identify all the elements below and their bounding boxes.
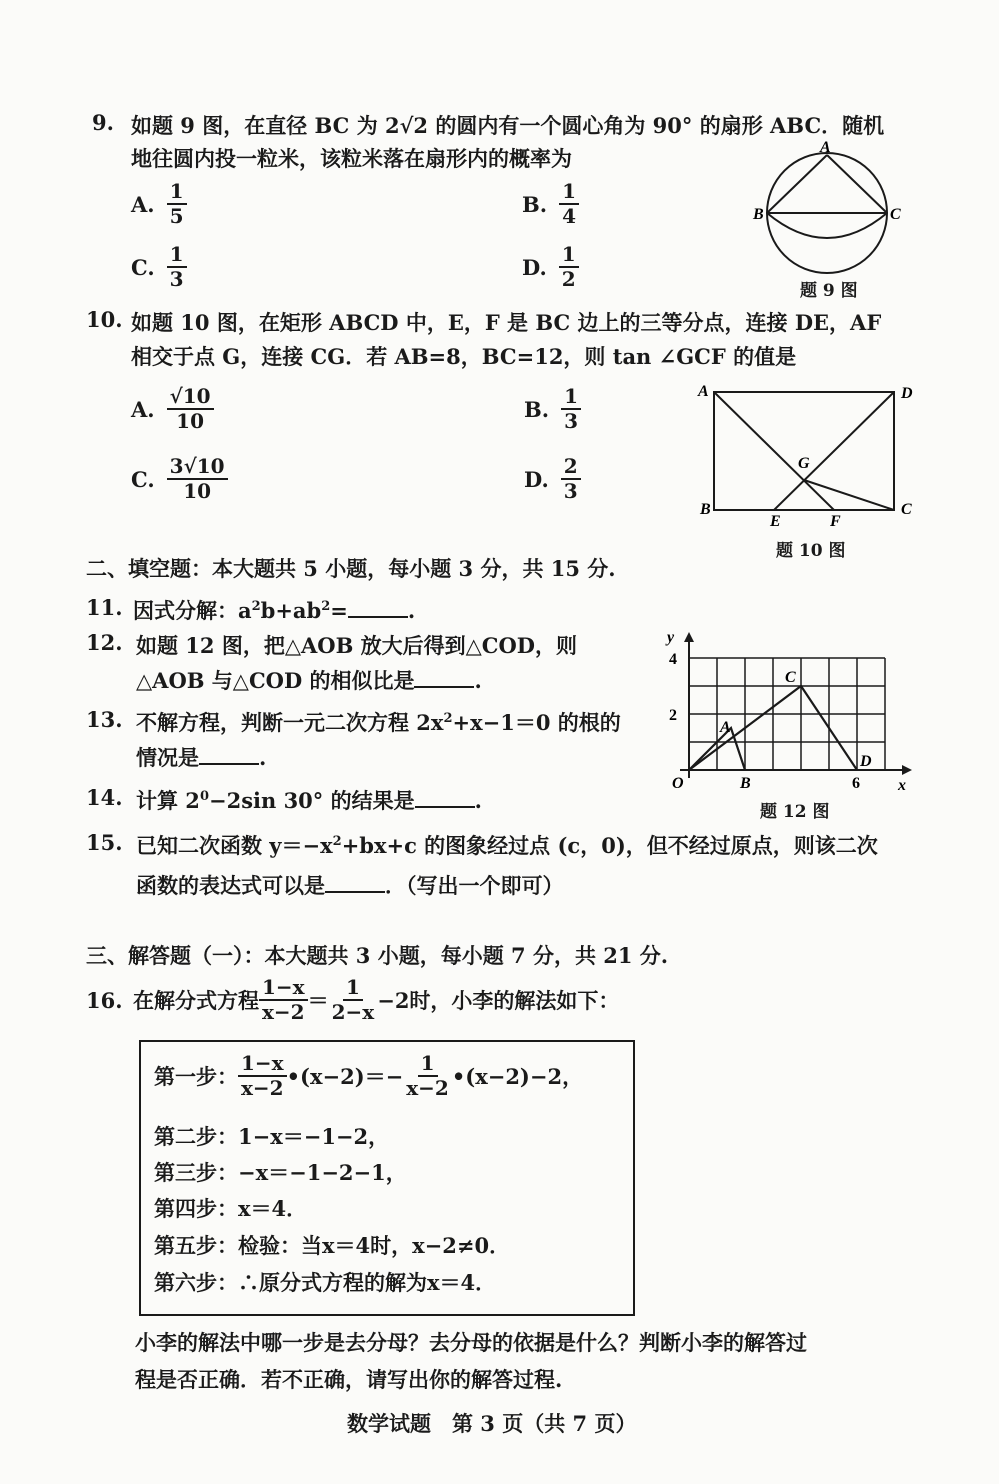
- fig12-label-d: D: [860, 753, 872, 770]
- option-label: A.: [131, 396, 155, 422]
- q13-end: .: [259, 745, 267, 770]
- q16-intro: [133, 976, 619, 1024]
- fig9-sector-arc: [767, 213, 887, 238]
- q11-number: 11.: [86, 595, 123, 620]
- step1-label: 第一步：: [154, 1064, 238, 1089]
- q11-text-b: b+ab: [260, 598, 322, 623]
- q13-line1: [136, 707, 621, 737]
- option-label: A.: [131, 191, 155, 217]
- q11-end: .: [407, 598, 416, 623]
- q9-option-a: [131, 180, 187, 228]
- step1-middle: •(x−2)＝−: [286, 1064, 404, 1089]
- option-label: B.: [524, 396, 550, 422]
- fraction: [167, 180, 187, 228]
- q9-option-d: [522, 243, 579, 291]
- q10-line1: 如题 10 图，在矩形 ABCD 中，E，F 是 BC 边上的三等分点，连接 DE，AF: [131, 310, 882, 335]
- q10-option-d: [524, 455, 581, 503]
- numerator: 1−x: [259, 976, 308, 1001]
- fig10-line-af: [714, 392, 834, 510]
- option-label: B.: [522, 191, 548, 217]
- q15-line2-text: 函数的表达式可以是: [136, 873, 325, 898]
- q14-number: 14.: [86, 785, 123, 810]
- q9-option-b: [522, 180, 579, 228]
- section-3-heading: 三、解答题（一）：本大题共 3 小题，每小题 7 分，共 21 分.: [86, 943, 669, 968]
- q16-intro-a: 在解分式方程: [133, 988, 259, 1013]
- q10-option-b: [524, 385, 581, 433]
- solution-step-5: 第五步：检验：当x＝4时，x−2≠0．: [154, 1233, 511, 1258]
- fig12-x-arrow: [902, 765, 912, 775]
- numerator: 2: [561, 455, 581, 480]
- fig12-label-c: C: [785, 669, 796, 686]
- fig9-segment-ab: [767, 155, 827, 213]
- q13-line1b: +x−1＝0 的根的: [452, 710, 621, 735]
- step1-fraction-1: [238, 1052, 287, 1100]
- numerator: 3√10: [167, 455, 228, 480]
- q13-line2: [136, 742, 266, 772]
- figure-9-caption: 题 9 图: [800, 281, 858, 301]
- denominator: 4: [562, 204, 576, 228]
- fraction: [561, 385, 581, 433]
- q16-question-line1: 小李的解法中哪一步是去分母？去分母的依据是什么？判断小李的解答过: [135, 1330, 807, 1355]
- fig10-label-e: E: [770, 513, 781, 528]
- q10-option-c: [131, 455, 228, 503]
- fig10-label-g: G: [798, 455, 810, 472]
- denominator: 5: [169, 204, 184, 228]
- fraction: [167, 385, 214, 433]
- denominator: x−2: [241, 1076, 284, 1100]
- q13-exp: 2: [443, 711, 453, 726]
- q15-line1: [136, 830, 878, 860]
- fig12-label-a: A: [720, 719, 731, 736]
- q9-line2: 地往圆内投一粒米，该粒米落在扇形内的概率为: [131, 146, 572, 171]
- q11-text-c: =: [330, 598, 348, 623]
- q14-text-b: −2sin 30° 的结果是: [208, 788, 415, 813]
- figure-10: [690, 378, 930, 528]
- q12-line2-text: △AOB 与△COD 的相似比是: [136, 668, 415, 693]
- q11-text-a: 因式分解：a: [133, 598, 252, 623]
- figure-12: [660, 628, 920, 823]
- denominator: 3: [563, 479, 578, 503]
- q9-line1: 如题 9 图，在直径 BC 为 2√2 的圆内有一个圆心角为 90° 的扇形 ABC．随机: [131, 113, 885, 138]
- option-label: C.: [131, 466, 155, 492]
- q10-option-a: [131, 385, 214, 433]
- q14-text-a: 计算 2: [136, 788, 200, 813]
- fig12-y-arrow: [684, 632, 694, 642]
- figure-10-caption: 题 10 图: [776, 541, 846, 561]
- fraction: [167, 455, 228, 503]
- fig12-y-label: y: [667, 629, 675, 646]
- fraction: [561, 455, 581, 503]
- q12-line2: [136, 665, 482, 695]
- fig10-label-c: C: [901, 501, 912, 518]
- fig10-rectangle: [714, 392, 894, 510]
- fig10-label-f: F: [830, 513, 841, 528]
- fig12-label-b: B: [740, 775, 751, 792]
- numerator: 1: [561, 385, 581, 410]
- q11-exp-1: 2: [251, 599, 261, 614]
- denominator: 3: [564, 409, 578, 433]
- denominator: x−2: [262, 1000, 305, 1024]
- q16-fraction-2: [329, 976, 378, 1024]
- fraction: [559, 180, 579, 228]
- q14-answer-blank[interactable]: [415, 786, 475, 808]
- q9-option-c: [131, 243, 187, 291]
- denominator: x−2: [406, 1076, 449, 1100]
- numerator: 1: [418, 1052, 438, 1077]
- q14-exp: 0: [199, 789, 209, 804]
- page-footer: 数学试题 第 3 页（共 7 页）: [347, 1411, 637, 1436]
- q15-number: 15.: [86, 830, 123, 855]
- q15-exp: 2: [332, 834, 342, 849]
- q11-exp-2: 2: [321, 599, 331, 614]
- figure-12-caption: 题 12 图: [760, 802, 830, 822]
- denominator: 3: [169, 267, 184, 291]
- q16-intro-b: −2时，小李的解法如下：: [377, 988, 620, 1013]
- option-label: D.: [524, 466, 549, 492]
- fig12-y-tick-2: 2: [669, 707, 677, 724]
- q15-line1a: 已知二次函数 y＝−x: [136, 833, 333, 858]
- q13-line1a: 不解方程，判断一元二次方程 2x: [136, 710, 444, 735]
- q13-line2-text: 情况是: [136, 745, 199, 770]
- fig12-x-label: x: [898, 777, 906, 794]
- option-label: C.: [131, 254, 155, 280]
- numerator: 1: [559, 180, 579, 205]
- section-2-heading: 二、填空题：本大题共 5 小题，每小题 3 分，共 15 分.: [86, 556, 616, 581]
- fig10-label-a: A: [698, 383, 709, 400]
- solution-step-6: 第六步：∴原分式方程的解为x＝4．: [154, 1270, 497, 1295]
- fig10-label-d: D: [901, 385, 913, 402]
- q9-number: 9.: [92, 110, 114, 135]
- q13-number: 13.: [86, 707, 123, 732]
- q15-line1b: +bx+c 的图象经过点 (c，0)，但不经过原点，则该二次: [341, 833, 878, 858]
- q14-end: .: [474, 788, 482, 813]
- q15-line2: [136, 870, 564, 900]
- q16-fraction-1: [259, 976, 308, 1024]
- fig9-label-c: C: [890, 206, 901, 223]
- fig9-label-a: A: [820, 140, 831, 156]
- numerator: 1: [343, 976, 363, 1001]
- q12-number: 12.: [86, 630, 123, 655]
- fig12-y-tick-4: 4: [669, 651, 677, 668]
- fig9-label-b: B: [753, 206, 764, 223]
- q12-end: .: [474, 668, 482, 693]
- denominator: 2−x: [331, 1000, 375, 1024]
- fraction: [167, 243, 187, 291]
- fig10-label-b: B: [700, 501, 711, 518]
- fig10-line-de: [774, 392, 894, 510]
- q10-line2: 相交于点 G，连接 CG．若 AB=8，BC=12，则 tan ∠GCF 的值是: [131, 344, 797, 369]
- numerator: 1−x: [238, 1052, 287, 1077]
- fraction: [559, 243, 579, 291]
- q13-answer-blank[interactable]: [199, 743, 259, 765]
- solution-step-2: 第二步：1−x＝−1−2，: [154, 1124, 390, 1149]
- option-label: D.: [522, 254, 547, 280]
- step1-end: •(x−2)−2，: [451, 1064, 584, 1089]
- q16-number: 16.: [86, 988, 123, 1013]
- fig9-segment-ac: [827, 155, 887, 213]
- q16-equals: ＝: [307, 988, 329, 1013]
- solution-step-4: 第四步：x＝4．: [154, 1196, 308, 1221]
- q12-answer-blank[interactable]: [414, 666, 474, 688]
- step1-fraction-2: [403, 1052, 452, 1100]
- fig12-x-tick-6: 6: [852, 775, 860, 792]
- numerator: 1: [167, 243, 187, 268]
- solution-step-1: [154, 1052, 583, 1100]
- q11-text: [133, 595, 415, 625]
- q12-line1: 如题 12 图，把△AOB 放大后得到△COD，则: [136, 633, 578, 658]
- numerator: √10: [167, 385, 214, 410]
- fig12-origin: O: [672, 775, 684, 792]
- q15-answer-blank[interactable]: [325, 871, 385, 893]
- numerator: 1: [559, 243, 579, 268]
- denominator: 10: [183, 479, 212, 503]
- q11-answer-blank[interactable]: [348, 596, 408, 618]
- q10-number: 10.: [86, 307, 123, 332]
- numerator: 1: [167, 180, 187, 205]
- solution-step-3: 第三步：−x＝−1−2−1，: [154, 1160, 407, 1185]
- q16-question-line2: 程是否正确．若不正确，请写出你的解答过程.: [135, 1367, 563, 1392]
- denominator: 10: [176, 409, 205, 433]
- denominator: 2: [561, 267, 576, 291]
- q15-line2-end: ．（写出一个即可）: [385, 873, 564, 898]
- q14-text: [136, 785, 482, 815]
